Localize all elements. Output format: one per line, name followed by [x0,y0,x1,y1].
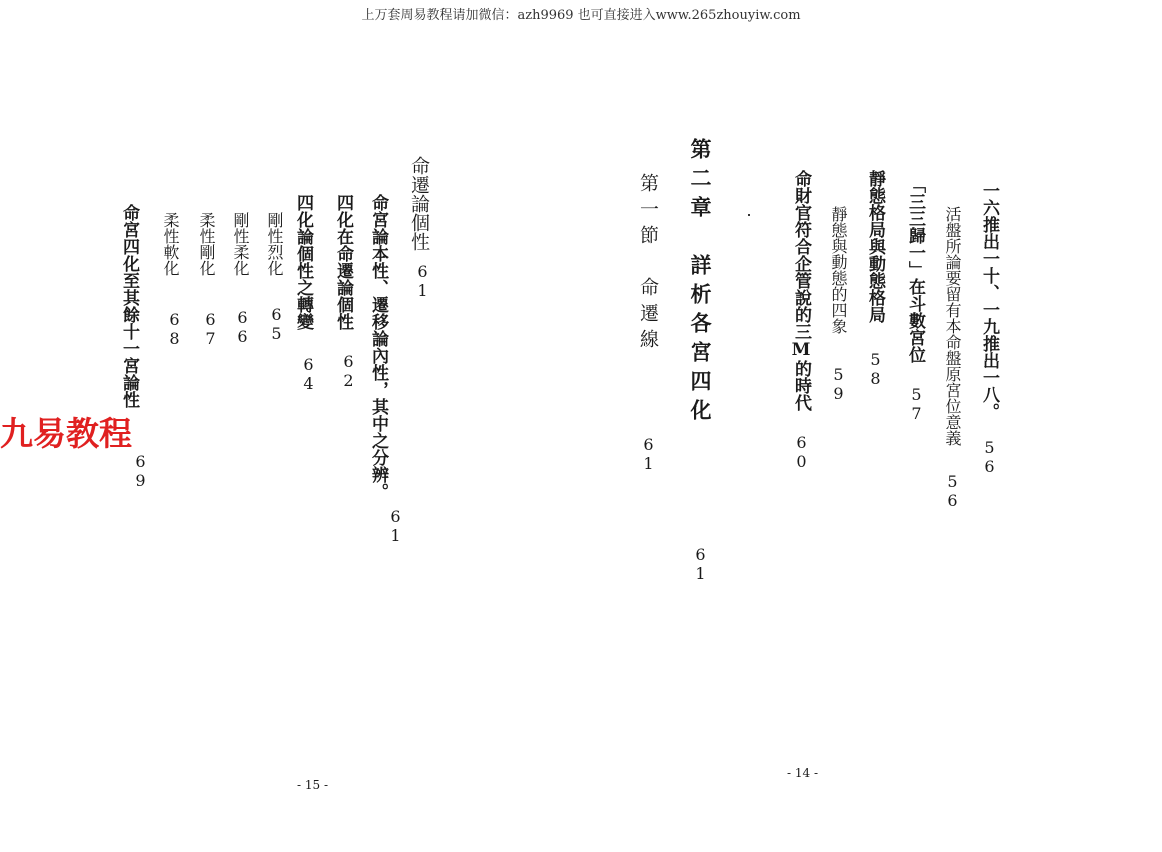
toc-entry-title: 柔性剛化 [197,212,216,276]
stray-dot [748,214,750,216]
toc-entry-page: 69 [131,452,150,490]
toc-entry-title: 「三三歸一」在斗數宮位 [905,176,925,363]
toc-entry-page: 57 [907,385,926,423]
toc-entry-page: 62 [339,352,358,390]
toc-entry-page: 56 [943,472,962,510]
section-page: 61 [639,435,658,473]
toc-entry-page: 60 [792,433,811,471]
section-heading: 第一節 命遷線 [637,173,659,355]
toc-entry-page: 59 [829,365,848,403]
chapter-page: 61 [691,545,710,583]
toc-entry-title: 剛性柔化 [231,212,250,276]
toc-entry-title: 四化論個性之轉變 [293,194,313,330]
watermark-logo: 九易教程 [0,414,132,453]
toc-entry-page: 61 [413,262,432,300]
toc-entry-title: 柔性軟化 [161,212,180,276]
toc-entry-title: 命宮論本性、遷移論內性，其中之分辨。 [368,194,388,500]
toc-entry-title: 命宮四化至其餘十一宮論性 [119,204,139,408]
toc-entry-page: 68 [165,310,184,348]
toc-entry-page: 64 [299,355,318,393]
toc-entry-title: 活盤所論要留有本命盤原宮位意義 [943,206,962,446]
toc-entry-title: 四化在命遷論個性 [333,194,353,330]
toc-entry-page: 67 [201,310,220,348]
chapter-heading: 第二章 詳析各宮四化 [688,138,713,428]
toc-entry-page: 58 [866,350,885,388]
page-number: - 14 - [787,766,819,780]
toc-entry-title: 剛性烈化 [265,212,284,276]
header-banner: 上万套周易教程请加微信：azh9969 也可直接进入www.265zhouyiw.com [361,8,801,23]
toc-entry-page: 65 [267,305,286,343]
toc-entry-title: 一六推出一十、一九推出一八。 [979,182,999,420]
page-number: - 15 - [297,778,329,792]
toc-entry-title: 靜態與動態的四象 [829,206,848,334]
toc-entry-title: 命財官符合企管說的三M的時代 [791,170,811,411]
toc-entry-page: 66 [233,308,252,346]
toc-entry-page: 61 [386,507,405,545]
toc-entry-title: 靜態格局與動態格局 [865,170,885,323]
toc-entry-title: 命遷論個性 [408,156,430,251]
toc-entry-page: 56 [980,438,999,476]
